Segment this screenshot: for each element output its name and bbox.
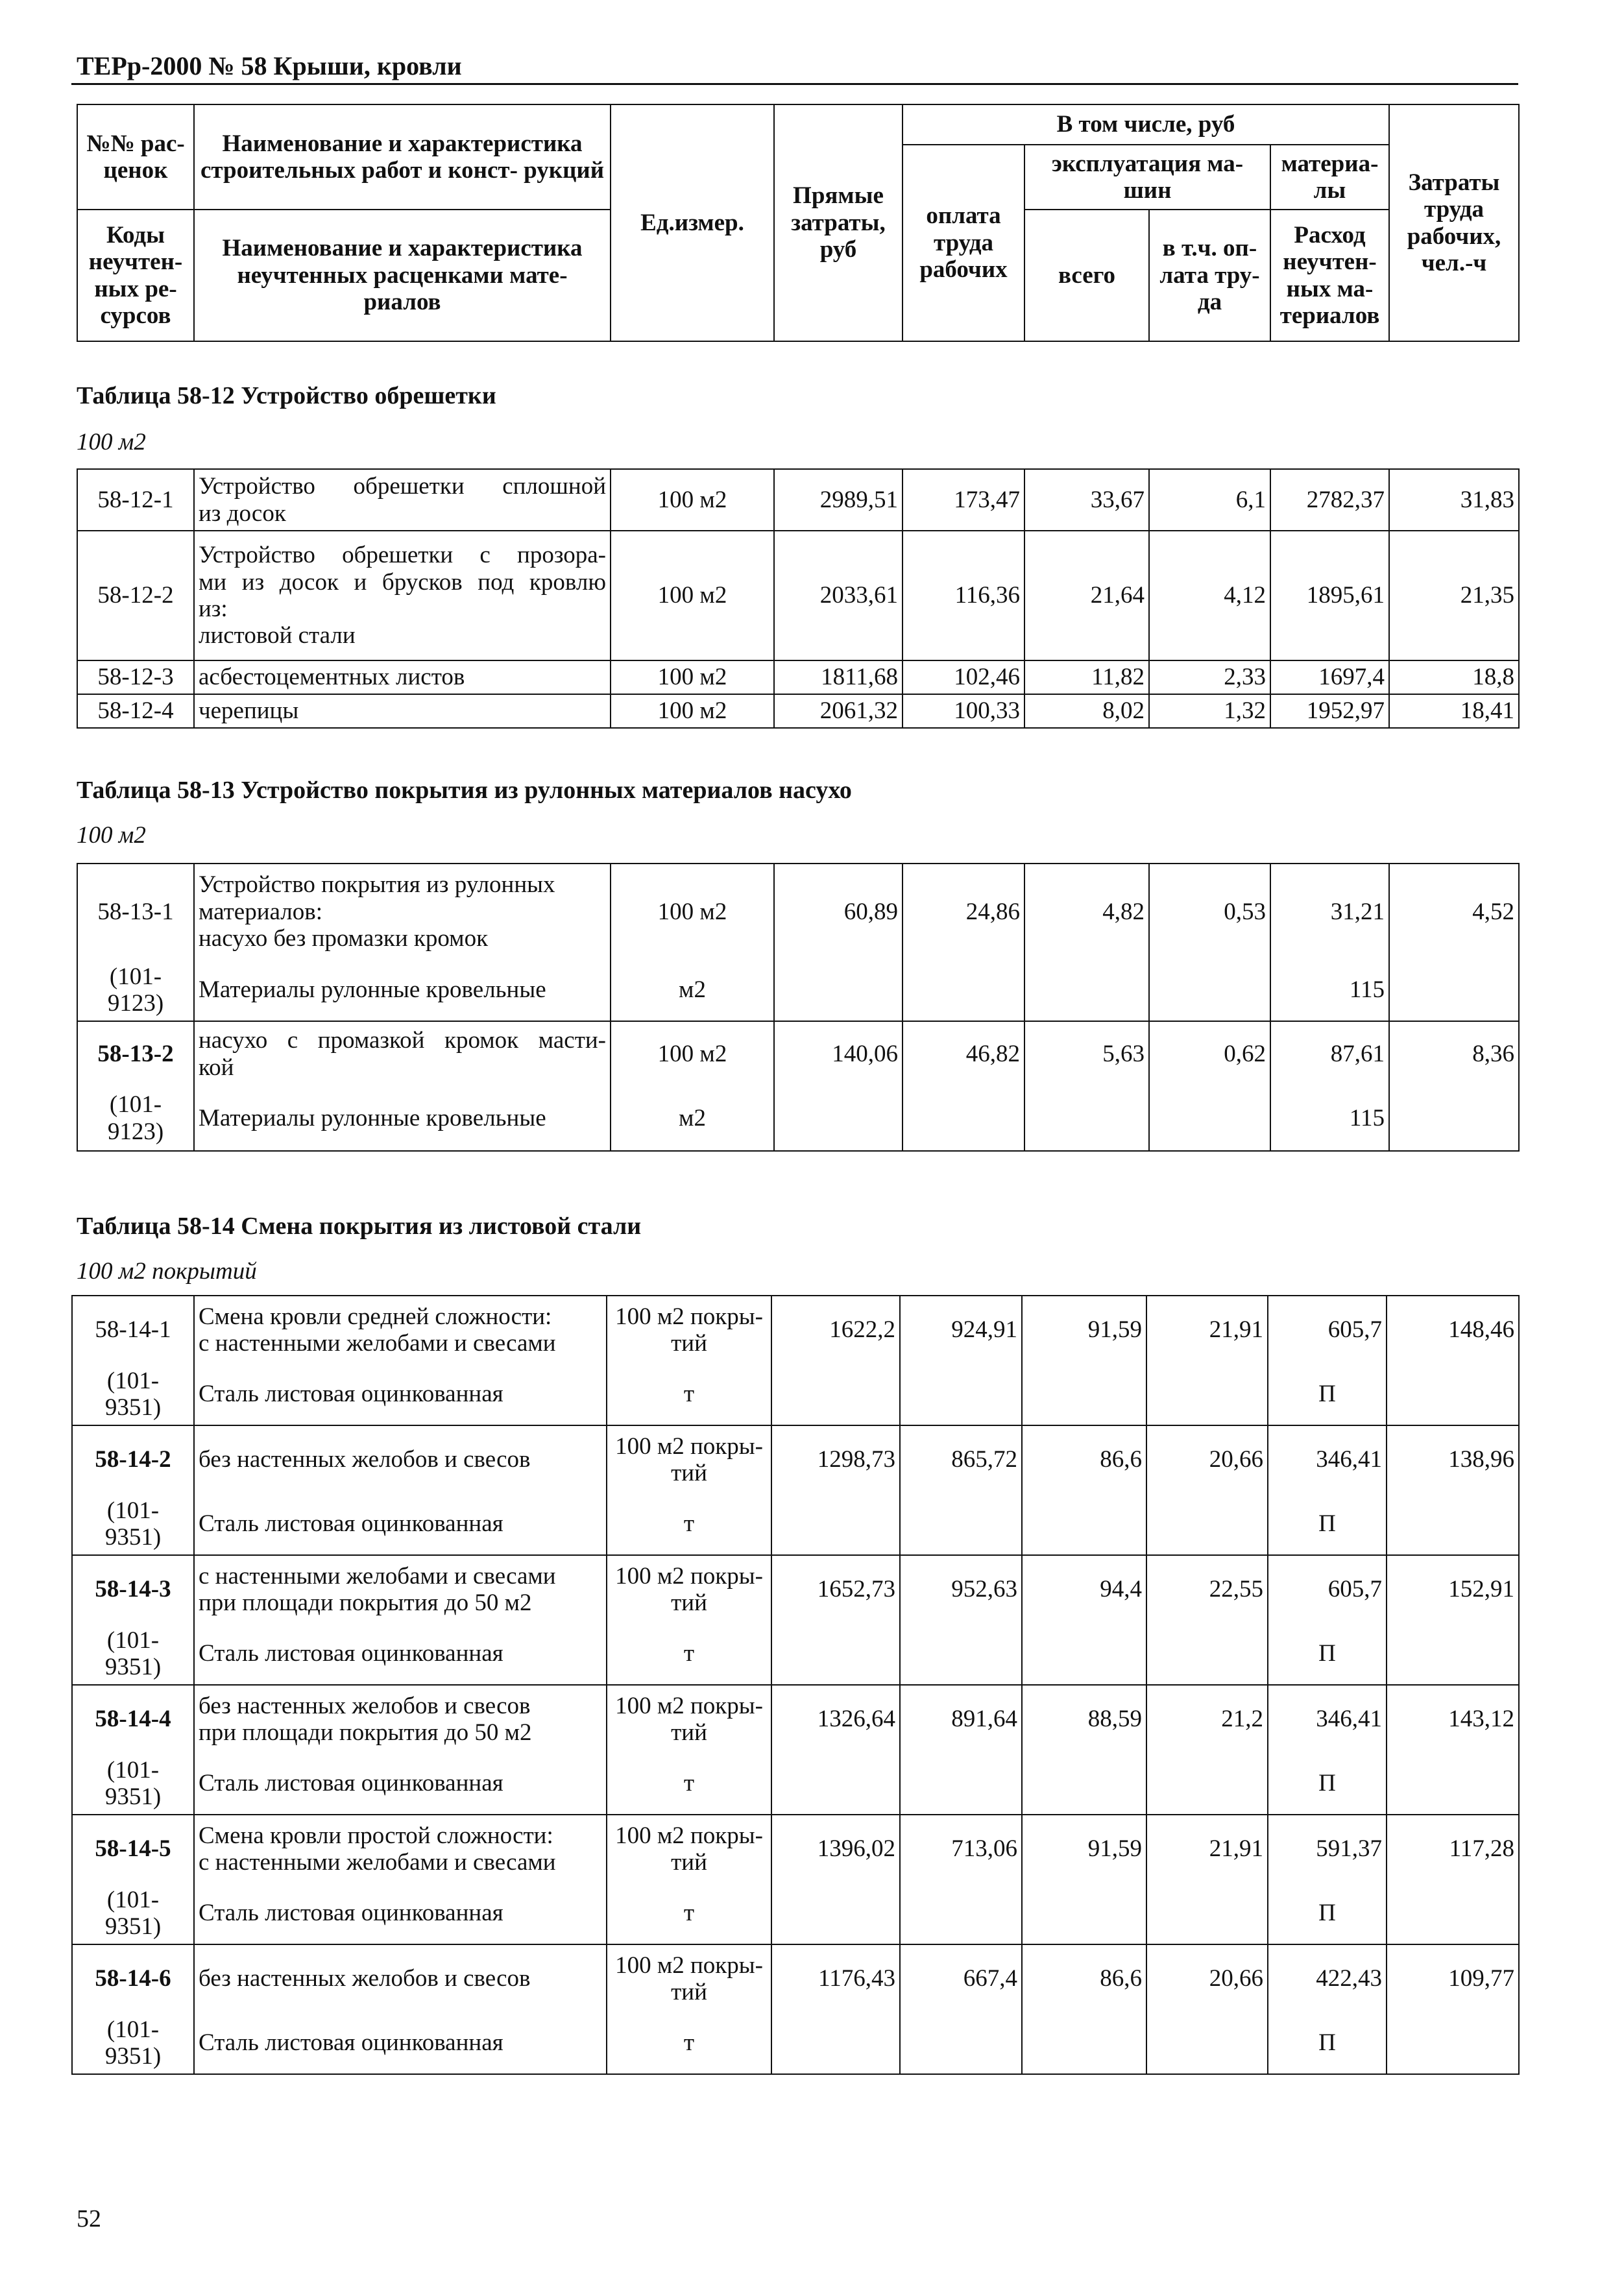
- machines-total-cell: 5,63: [1024, 1021, 1149, 1086]
- table-row: [77, 694, 1519, 728]
- unit-cell: 100 м2 покры- тий: [607, 1685, 771, 1753]
- resource-unit: т: [607, 1493, 771, 1555]
- unit-cell: 100 м2 покры- тий: [607, 1425, 771, 1493]
- empty-cell: [771, 1883, 900, 1944]
- resource-code: (101- 9351): [72, 1364, 194, 1425]
- empty-cell: [1022, 1623, 1146, 1685]
- resource-unit: т: [607, 1623, 771, 1685]
- materials-cell: 346,41: [1268, 1425, 1387, 1493]
- unit-cell: 100 м2: [611, 469, 774, 531]
- resource-row: [77, 1086, 1519, 1151]
- resource-quantity: П: [1268, 1493, 1387, 1555]
- machines-total-cell: 91,59: [1022, 1296, 1146, 1364]
- machines-total-cell: 4,82: [1024, 864, 1149, 960]
- materials-cell: 87,61: [1270, 1021, 1389, 1086]
- rate-code: 58-14-4: [72, 1685, 194, 1753]
- empty-cell: [771, 1364, 900, 1425]
- empty-cell: [771, 1493, 900, 1555]
- work-name: Устройство обрешетки с прозора- ми из досок и брусков под кровлю из: листовой стали: [194, 531, 611, 660]
- table-row: [72, 1815, 1519, 1883]
- rate-code: 58-14-2: [72, 1425, 194, 1493]
- resource-row: [72, 2013, 1519, 2074]
- header-unit: Ед.измер.: [611, 104, 774, 341]
- materials-cell: 605,7: [1268, 1555, 1387, 1623]
- wages-cell: 952,63: [900, 1555, 1022, 1623]
- resource-code: (101- 9351): [72, 1883, 194, 1944]
- direct-cost: 1622,2: [771, 1296, 900, 1364]
- resource-name: Сталь листовая оцинкованная: [194, 2013, 607, 2074]
- wages-cell: 24,86: [903, 864, 1024, 960]
- work-name: с настенными желобами и свесами при площади покрытия до 50 м2: [194, 1555, 607, 1623]
- column-header-table: [77, 104, 1520, 342]
- machines-total-cell: 86,6: [1022, 1425, 1146, 1493]
- empty-cell: [1022, 1364, 1146, 1425]
- work-name: насухо с промазкой кромок масти- кой: [194, 1021, 611, 1086]
- unit-cell: 100 м2 покры- тий: [607, 1296, 771, 1364]
- table-row: [72, 1555, 1519, 1623]
- rate-code: 58-13-1: [77, 864, 194, 960]
- table-row: [72, 1685, 1519, 1753]
- machines-total-cell: 33,67: [1024, 469, 1149, 531]
- direct-cost: 1176,43: [771, 1944, 900, 2013]
- table-row: [77, 531, 1519, 660]
- wages-cell: 100,33: [903, 694, 1024, 728]
- empty-cell: [900, 1364, 1022, 1425]
- labor-hours-cell: 138,96: [1387, 1425, 1519, 1493]
- work-name: Устройство покрытия из рулонных материалов: насухо без промазки кромок: [194, 864, 611, 960]
- rate-code: 58-14-6: [72, 1944, 194, 2013]
- labor-hours-cell: 8,36: [1389, 1021, 1519, 1086]
- materials-cell: 605,7: [1268, 1296, 1387, 1364]
- empty-cell: [1387, 1364, 1519, 1425]
- machines-total-cell: 91,59: [1022, 1815, 1146, 1883]
- header-labor-hours: Затраты труда рабочих, чел.-ч: [1389, 104, 1519, 341]
- rate-code: 58-12-1: [77, 469, 194, 531]
- resource-quantity: П: [1268, 2013, 1387, 2074]
- machines-labor-cell: 21,91: [1146, 1815, 1268, 1883]
- empty-cell: [1146, 1753, 1268, 1815]
- materials-cell: 2782,37: [1270, 469, 1389, 531]
- empty-cell: [1149, 1086, 1270, 1151]
- empty-cell: [903, 960, 1024, 1021]
- wages-cell: 865,72: [900, 1425, 1022, 1493]
- empty-cell: [1024, 960, 1149, 1021]
- table-58-14-unit: 100 м2 покрытий: [77, 1258, 257, 1285]
- title-divider: [71, 83, 1518, 85]
- table-row: [77, 864, 1519, 960]
- direct-cost: 2989,51: [774, 469, 903, 531]
- labor-hours-cell: 18,41: [1389, 694, 1519, 728]
- empty-cell: [1022, 2013, 1146, 2074]
- wages-cell: 667,4: [900, 1944, 1022, 2013]
- table-row: [72, 1296, 1519, 1364]
- resource-code: (101- 9351): [72, 2013, 194, 2074]
- header-material-consumption: Расход неучтен- ных ма- териалов: [1270, 210, 1389, 341]
- empty-cell: [774, 1086, 903, 1151]
- machines-labor-cell: 1,32: [1149, 694, 1270, 728]
- rate-code: 58-14-3: [72, 1555, 194, 1623]
- machines-labor-cell: 21,91: [1146, 1296, 1268, 1364]
- resource-name: Сталь листовая оцинкованная: [194, 1623, 607, 1685]
- resource-code: (101- 9351): [72, 1623, 194, 1685]
- empty-cell: [1387, 1753, 1519, 1815]
- direct-cost: 1811,68: [774, 660, 903, 694]
- labor-hours-cell: 109,77: [1387, 1944, 1519, 2013]
- machines-total-cell: 21,64: [1024, 531, 1149, 660]
- table-row: [72, 1425, 1519, 1493]
- header-direct-costs: Прямые затраты, руб: [774, 104, 903, 341]
- resource-name: Сталь листовая оцинкованная: [194, 1493, 607, 1555]
- empty-cell: [774, 960, 903, 1021]
- materials-cell: 31,21: [1270, 864, 1389, 960]
- wages-cell: 116,36: [903, 531, 1024, 660]
- resource-quantity: 115: [1270, 1086, 1389, 1151]
- unit-cell: 100 м2: [611, 1021, 774, 1086]
- table-58-14: [71, 1295, 1520, 2075]
- empty-cell: [900, 1883, 1022, 1944]
- unit-cell: 100 м2: [611, 694, 774, 728]
- resource-name: Материалы рулонные кровельные: [194, 960, 611, 1021]
- header-work-name: Наименование и характеристика строительных работ и конст- рукций: [194, 104, 611, 210]
- rate-code: 58-14-5: [72, 1815, 194, 1883]
- header-material-name: Наименование и характеристика неучтенных расценками мате- риалов: [194, 210, 611, 341]
- page-title: ТЕРр-2000 № 58 Крыши, кровли: [77, 51, 462, 80]
- table-58-13-unit: 100 м2: [77, 822, 146, 849]
- resource-unit: т: [607, 2013, 771, 2074]
- resource-name: Материалы рулонные кровельные: [194, 1086, 611, 1151]
- machines-total-cell: 11,82: [1024, 660, 1149, 694]
- header-resource-codes: Коды неучтен- ных ре- сурсов: [77, 210, 194, 341]
- machines-labor-cell: 20,66: [1146, 1944, 1268, 2013]
- resource-unit: т: [607, 1883, 771, 1944]
- empty-cell: [900, 1753, 1022, 1815]
- empty-cell: [1149, 960, 1270, 1021]
- empty-cell: [1022, 1753, 1146, 1815]
- resource-code: (101- 9123): [77, 960, 194, 1021]
- header-materials: материа- лы: [1270, 145, 1389, 210]
- direct-cost: 2061,32: [774, 694, 903, 728]
- work-name: асбестоцементных листов: [194, 660, 611, 694]
- resource-quantity: П: [1268, 1623, 1387, 1685]
- resource-code: (101- 9351): [72, 1753, 194, 1815]
- labor-hours-cell: 21,35: [1389, 531, 1519, 660]
- materials-cell: 346,41: [1268, 1685, 1387, 1753]
- unit-cell: 100 м2: [611, 660, 774, 694]
- header-machines: эксплуатация ма- шин: [1024, 145, 1270, 210]
- table-row: [77, 469, 1519, 531]
- work-name: черепицы: [194, 694, 611, 728]
- unit-cell: 100 м2: [611, 531, 774, 660]
- unit-cell: 100 м2 покры- тий: [607, 1815, 771, 1883]
- table-58-14-caption: Таблица 58-14 Смена покрытия из листовой стали: [77, 1213, 642, 1240]
- empty-cell: [1389, 960, 1519, 1021]
- header-machines-total: всего: [1024, 210, 1149, 341]
- direct-cost: 1652,73: [771, 1555, 900, 1623]
- empty-cell: [1387, 1493, 1519, 1555]
- machines-total-cell: 86,6: [1022, 1944, 1146, 2013]
- resource-unit: м2: [611, 960, 774, 1021]
- labor-hours-cell: 31,83: [1389, 469, 1519, 531]
- resource-row: [77, 960, 1519, 1021]
- table-58-13: [77, 863, 1520, 1152]
- direct-cost: 1326,64: [771, 1685, 900, 1753]
- header-machines-labor: в т.ч. оп- лата тру- да: [1149, 210, 1270, 341]
- resource-unit: т: [607, 1364, 771, 1425]
- header-wages: оплата труда рабочих: [903, 145, 1024, 341]
- work-name: без настенных желобов и свесов: [194, 1944, 607, 2013]
- empty-cell: [1387, 1623, 1519, 1685]
- resource-row: [72, 1493, 1519, 1555]
- resource-name: Сталь листовая оцинкованная: [194, 1883, 607, 1944]
- work-name: без настенных желобов и свесов при площади покрытия до 50 м2: [194, 1685, 607, 1753]
- empty-cell: [1146, 2013, 1268, 2074]
- empty-cell: [771, 1753, 900, 1815]
- resource-code: (101- 9351): [72, 1493, 194, 1555]
- resource-unit: м2: [611, 1086, 774, 1151]
- materials-cell: 1952,97: [1270, 694, 1389, 728]
- labor-hours-cell: 152,91: [1387, 1555, 1519, 1623]
- resource-unit: т: [607, 1753, 771, 1815]
- header-including-group: В том числе, руб: [903, 104, 1389, 145]
- table-row: [77, 660, 1519, 694]
- resource-row: [72, 1623, 1519, 1685]
- resource-quantity: П: [1268, 1753, 1387, 1815]
- direct-cost: 1396,02: [771, 1815, 900, 1883]
- direct-cost: 140,06: [774, 1021, 903, 1086]
- table-58-13-caption: Таблица 58-13 Устройство покрытия из рулонных материалов насухо: [77, 777, 852, 804]
- resource-quantity: 115: [1270, 960, 1389, 1021]
- machines-labor-cell: 22,55: [1146, 1555, 1268, 1623]
- materials-cell: 1697,4: [1270, 660, 1389, 694]
- empty-cell: [1146, 1623, 1268, 1685]
- table-row: [77, 1021, 1519, 1086]
- empty-cell: [900, 1623, 1022, 1685]
- machines-total-cell: 88,59: [1022, 1685, 1146, 1753]
- empty-cell: [900, 2013, 1022, 2074]
- direct-cost: 2033,61: [774, 531, 903, 660]
- page-number: 52: [77, 2205, 101, 2232]
- empty-cell: [1146, 1493, 1268, 1555]
- wages-cell: 173,47: [903, 469, 1024, 531]
- header-rate-number: №№ рас- ценок: [77, 104, 194, 210]
- wages-cell: 102,46: [903, 660, 1024, 694]
- empty-cell: [1022, 1883, 1146, 1944]
- table-58-12: [77, 468, 1520, 729]
- rate-code: 58-12-2: [77, 531, 194, 660]
- direct-cost: 1298,73: [771, 1425, 900, 1493]
- resource-row: [72, 1883, 1519, 1944]
- machines-labor-cell: 20,66: [1146, 1425, 1268, 1493]
- unit-cell: 100 м2 покры- тий: [607, 1944, 771, 2013]
- rate-code: 58-12-4: [77, 694, 194, 728]
- empty-cell: [1022, 1493, 1146, 1555]
- machines-labor-cell: 4,12: [1149, 531, 1270, 660]
- wages-cell: 924,91: [900, 1296, 1022, 1364]
- empty-cell: [1024, 1086, 1149, 1151]
- materials-cell: 591,37: [1268, 1815, 1387, 1883]
- wages-cell: 46,82: [903, 1021, 1024, 1086]
- direct-cost: 60,89: [774, 864, 903, 960]
- table-row: [72, 1944, 1519, 2013]
- unit-cell: 100 м2 покры- тий: [607, 1555, 771, 1623]
- empty-cell: [771, 1623, 900, 1685]
- machines-labor-cell: 2,33: [1149, 660, 1270, 694]
- empty-cell: [1146, 1883, 1268, 1944]
- work-name: без настенных желобов и свесов: [194, 1425, 607, 1493]
- empty-cell: [771, 2013, 900, 2074]
- labor-hours-cell: 117,28: [1387, 1815, 1519, 1883]
- rate-code: 58-14-1: [72, 1296, 194, 1364]
- empty-cell: [900, 1493, 1022, 1555]
- table-58-12-caption: Таблица 58-12 Устройство обрешетки: [77, 382, 496, 409]
- empty-cell: [903, 1086, 1024, 1151]
- rate-code: 58-13-2: [77, 1021, 194, 1086]
- wages-cell: 713,06: [900, 1815, 1022, 1883]
- resource-row: [72, 1753, 1519, 1815]
- empty-cell: [1387, 1883, 1519, 1944]
- labor-hours-cell: 4,52: [1389, 864, 1519, 960]
- resource-row: [72, 1364, 1519, 1425]
- empty-cell: [1146, 1364, 1268, 1425]
- machines-total-cell: 8,02: [1024, 694, 1149, 728]
- empty-cell: [1389, 1086, 1519, 1151]
- materials-cell: 422,43: [1268, 1944, 1387, 2013]
- table-58-12-unit: 100 м2: [77, 429, 146, 455]
- rate-code: 58-12-3: [77, 660, 194, 694]
- work-name: Смена кровли простой сложности: с настенными желобами и свесами: [194, 1815, 607, 1883]
- work-name: Смена кровли средней сложности: с настенными желобами и свесами: [194, 1296, 607, 1364]
- work-name: Устройство обрешетки сплошной из досок: [194, 469, 611, 531]
- unit-cell: 100 м2: [611, 864, 774, 960]
- labor-hours-cell: 18,8: [1389, 660, 1519, 694]
- machines-labor-cell: 21,2: [1146, 1685, 1268, 1753]
- labor-hours-cell: 148,46: [1387, 1296, 1519, 1364]
- machines-labor-cell: 0,53: [1149, 864, 1270, 960]
- empty-cell: [1387, 2013, 1519, 2074]
- resource-quantity: П: [1268, 1364, 1387, 1425]
- resource-name: Сталь листовая оцинкованная: [194, 1753, 607, 1815]
- materials-cell: 1895,61: [1270, 531, 1389, 660]
- labor-hours-cell: 143,12: [1387, 1685, 1519, 1753]
- machines-total-cell: 94,4: [1022, 1555, 1146, 1623]
- machines-labor-cell: 6,1: [1149, 469, 1270, 531]
- resource-code: (101- 9123): [77, 1086, 194, 1151]
- machines-labor-cell: 0,62: [1149, 1021, 1270, 1086]
- resource-name: Сталь листовая оцинкованная: [194, 1364, 607, 1425]
- wages-cell: 891,64: [900, 1685, 1022, 1753]
- resource-quantity: П: [1268, 1883, 1387, 1944]
